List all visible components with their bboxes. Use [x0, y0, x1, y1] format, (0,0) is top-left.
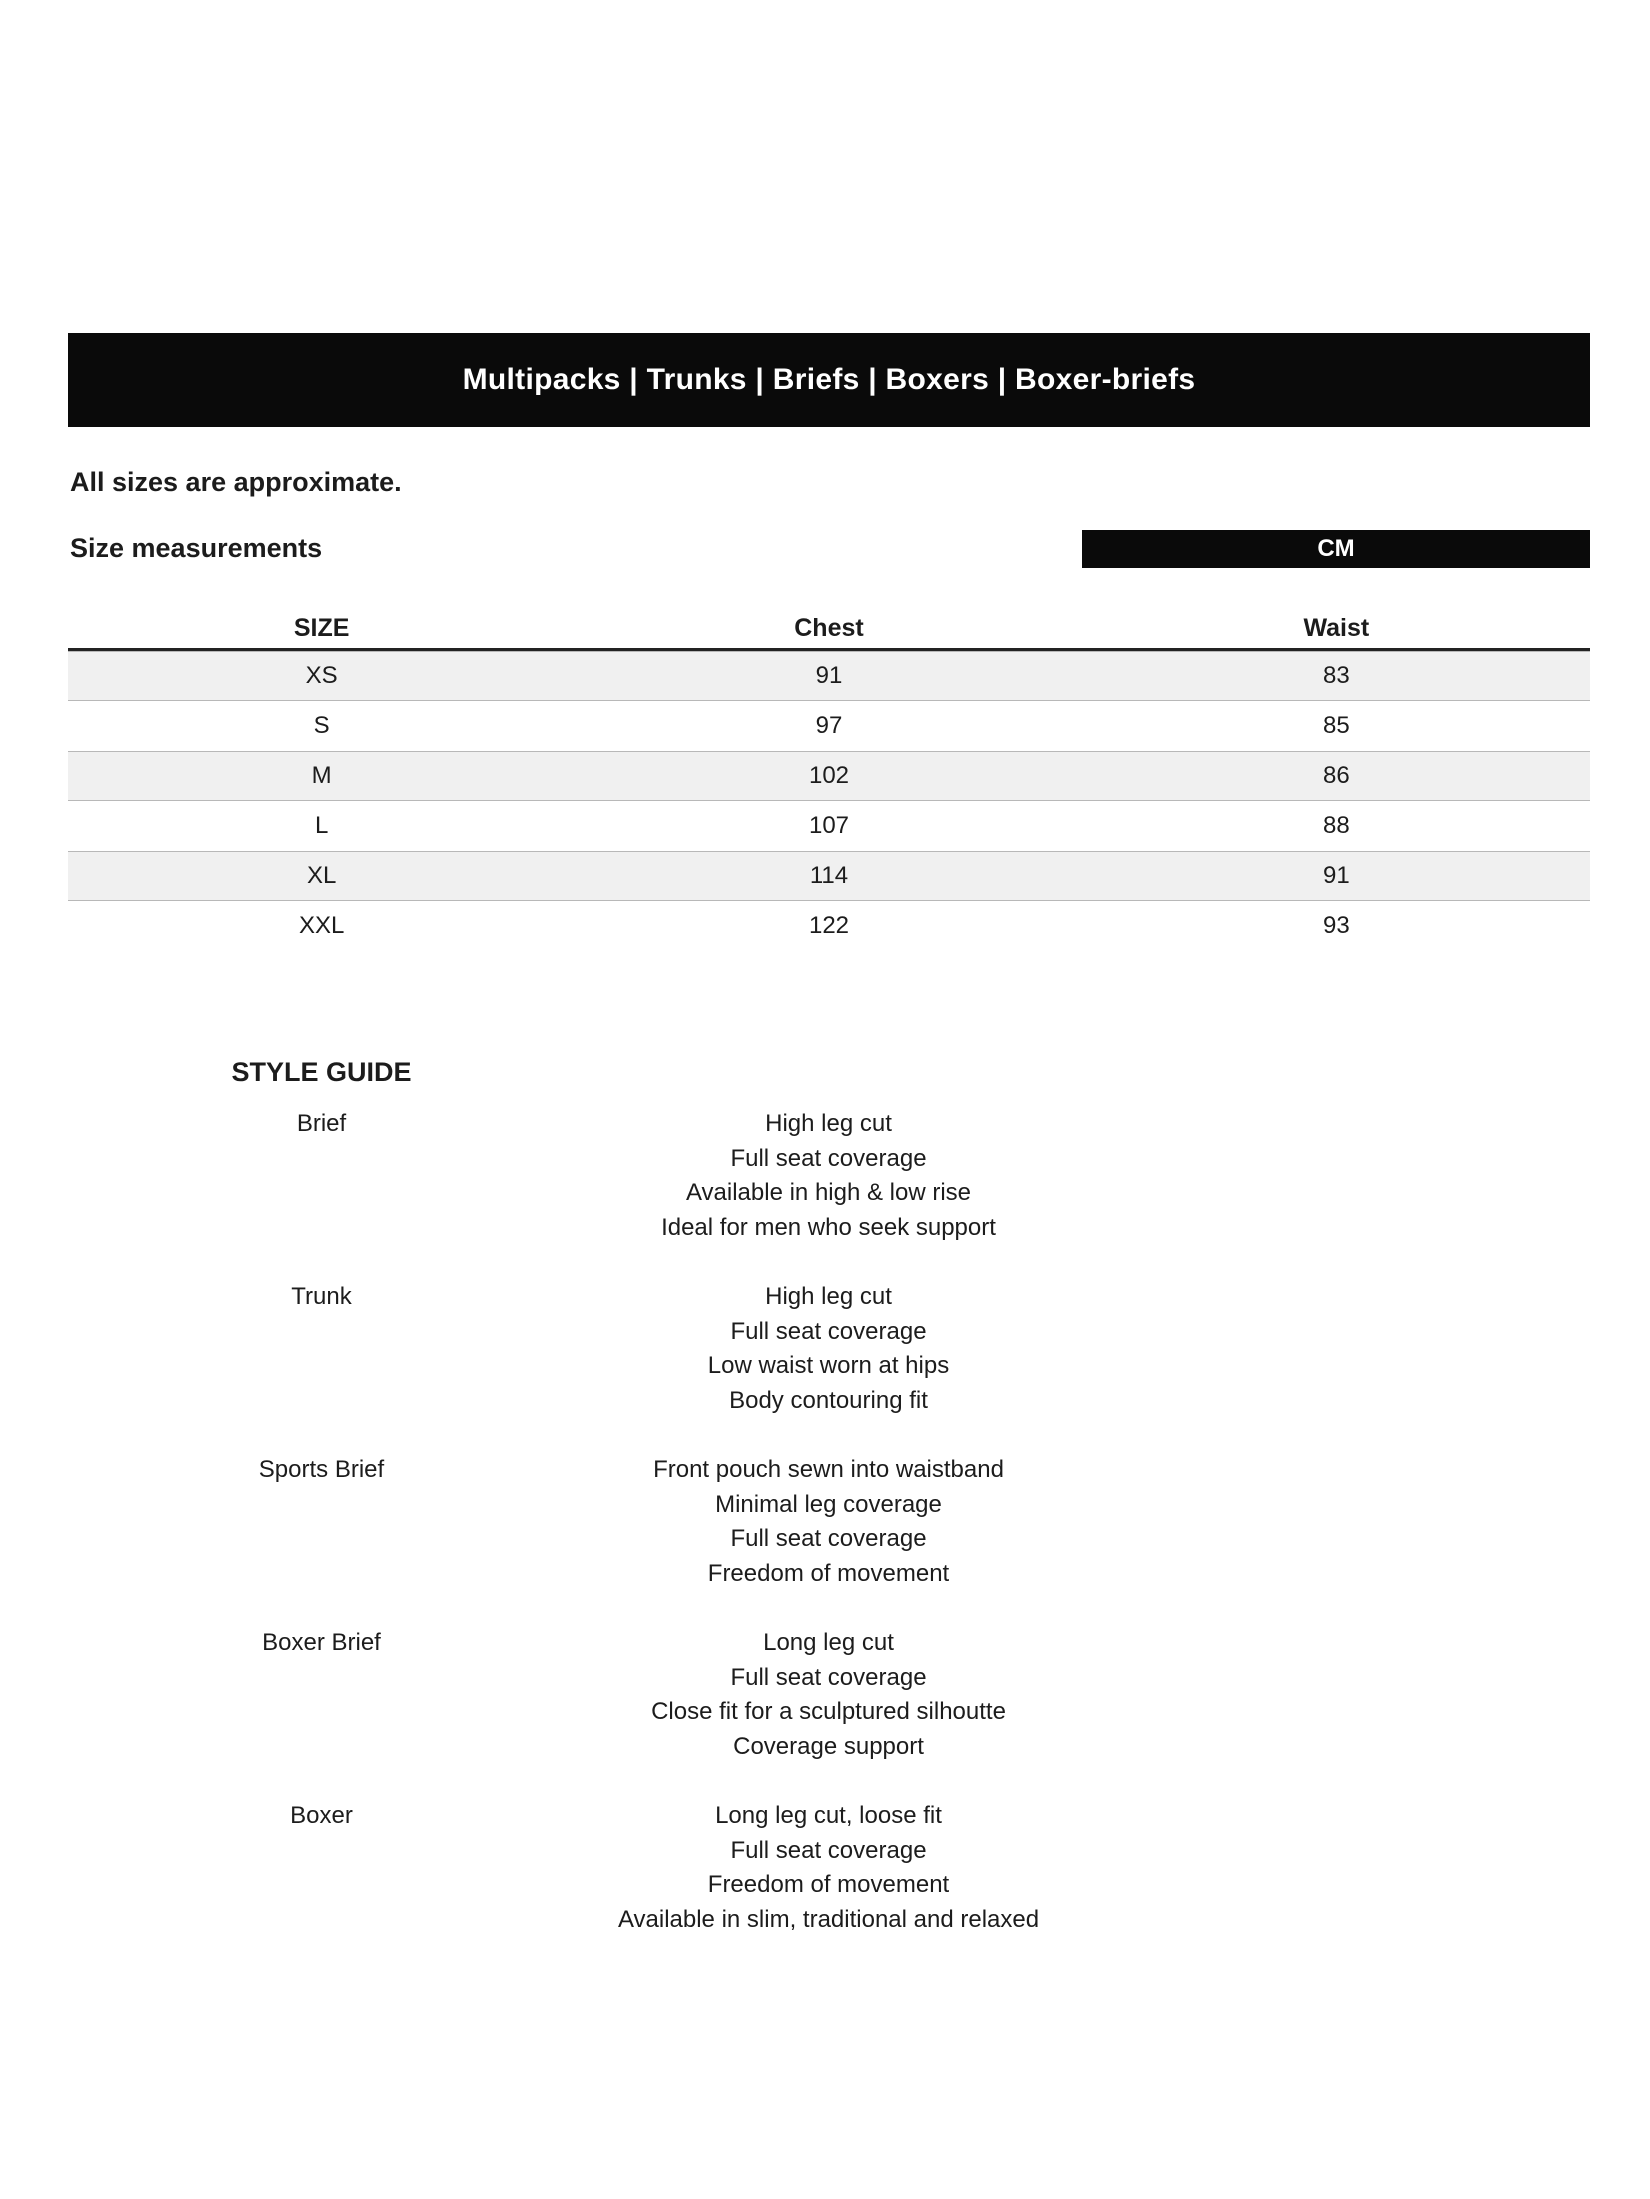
description-line: Body contouring fit	[729, 1386, 928, 1414]
category-title-bar	[68, 333, 1590, 427]
size-cell: XS	[305, 662, 338, 689]
description-line: Ideal for men who seek support	[661, 1213, 996, 1241]
description-line: Minimal leg coverage	[715, 1490, 942, 1518]
chest-cell: 97	[815, 712, 843, 739]
style-entry-boxer	[68, 1799, 1590, 1937]
description-line: High leg cut	[765, 1110, 892, 1137]
waist-cell: 93	[1322, 912, 1350, 939]
description-line: Full seat coverage	[730, 1836, 927, 1864]
chest-cell: 91	[815, 662, 843, 689]
style-entry-label: Sports Brief	[258, 1456, 385, 1483]
size-table-body	[68, 651, 1590, 951]
size-measurements-label: Size measurements	[70, 533, 323, 563]
description-line: Coverage support	[733, 1732, 924, 1760]
description-line: Low waist worn at hips	[707, 1352, 950, 1379]
style-entry-description	[575, 1107, 1082, 1245]
description-line: Long leg cut	[763, 1629, 894, 1656]
table-row-s	[68, 701, 1590, 751]
description-line: Full seat coverage	[730, 1663, 927, 1691]
chest-cell: 122	[808, 912, 850, 939]
description-line: Close fit for a sculptured silhoutte	[651, 1698, 1006, 1725]
table-row-l	[68, 801, 1590, 851]
size-cell: L	[314, 812, 329, 839]
style-entry-description	[575, 1280, 1082, 1418]
style-entry-brief	[68, 1107, 1590, 1245]
column-header-chest: Chest	[794, 613, 864, 642]
waist-cell: 91	[1322, 862, 1350, 889]
category-title: Multipacks | Trunks | Briefs | Boxers | Boxer-briefs	[462, 363, 1196, 396]
chest-cell: 102	[808, 762, 850, 789]
waist-cell: 85	[1322, 712, 1350, 739]
chest-cell: 114	[809, 862, 849, 889]
style-entry-trunk	[68, 1280, 1590, 1418]
description-line: Full seat coverage	[730, 1525, 927, 1552]
waist-cell: 88	[1322, 812, 1350, 839]
style-guide-section	[68, 1056, 1590, 1972]
table-row-xxl	[68, 901, 1590, 951]
size-table-header-row	[68, 608, 1590, 651]
style-entry-description	[575, 1453, 1082, 1591]
waist-cell: 83	[1322, 662, 1350, 689]
table-row-xs	[68, 651, 1590, 701]
chest-cell: 107	[808, 812, 850, 839]
description-line: Full seat coverage	[730, 1317, 927, 1345]
description-line: Long leg cut, loose fit	[715, 1802, 942, 1829]
size-table	[68, 608, 1590, 951]
table-row-m	[68, 751, 1590, 801]
column-header-size: SIZE	[293, 613, 350, 642]
style-entry-description	[575, 1799, 1082, 1937]
description-line: Freedom of movement	[707, 1871, 950, 1898]
unit-badge-cm	[1082, 530, 1590, 568]
size-cell: M	[311, 762, 332, 789]
description-line: Freedom of movement	[707, 1559, 950, 1587]
style-entry-description	[575, 1626, 1082, 1764]
table-row-xl	[68, 851, 1590, 901]
description-line: High leg cut	[765, 1283, 892, 1310]
size-cell: XL	[306, 862, 337, 889]
waist-cell: 86	[1322, 762, 1350, 789]
style-entry-label: Boxer Brief	[262, 1629, 381, 1656]
style-entry-label: Brief	[296, 1110, 347, 1137]
column-header-waist: Waist	[1303, 613, 1370, 642]
unit-badge-label: CM	[1317, 535, 1355, 562]
description-line: Full seat coverage	[730, 1144, 927, 1172]
style-entry-sports-brief	[68, 1453, 1590, 1591]
style-guide-heading: STYLE GUIDE	[231, 1057, 412, 1087]
style-entry-boxer-brief	[68, 1626, 1590, 1764]
style-entry-label: Trunk	[291, 1283, 352, 1310]
sizes-approximate-note: All sizes are approximate.	[70, 467, 402, 497]
style-entry-label: Boxer	[290, 1802, 353, 1829]
size-cell: S	[313, 712, 330, 739]
description-line: Front pouch sewn into waistband	[653, 1456, 1004, 1483]
description-line: Available in slim, traditional and relaxed	[617, 1905, 1040, 1933]
size-cell: XXL	[298, 912, 345, 939]
description-line: Available in high & low rise	[685, 1179, 972, 1206]
